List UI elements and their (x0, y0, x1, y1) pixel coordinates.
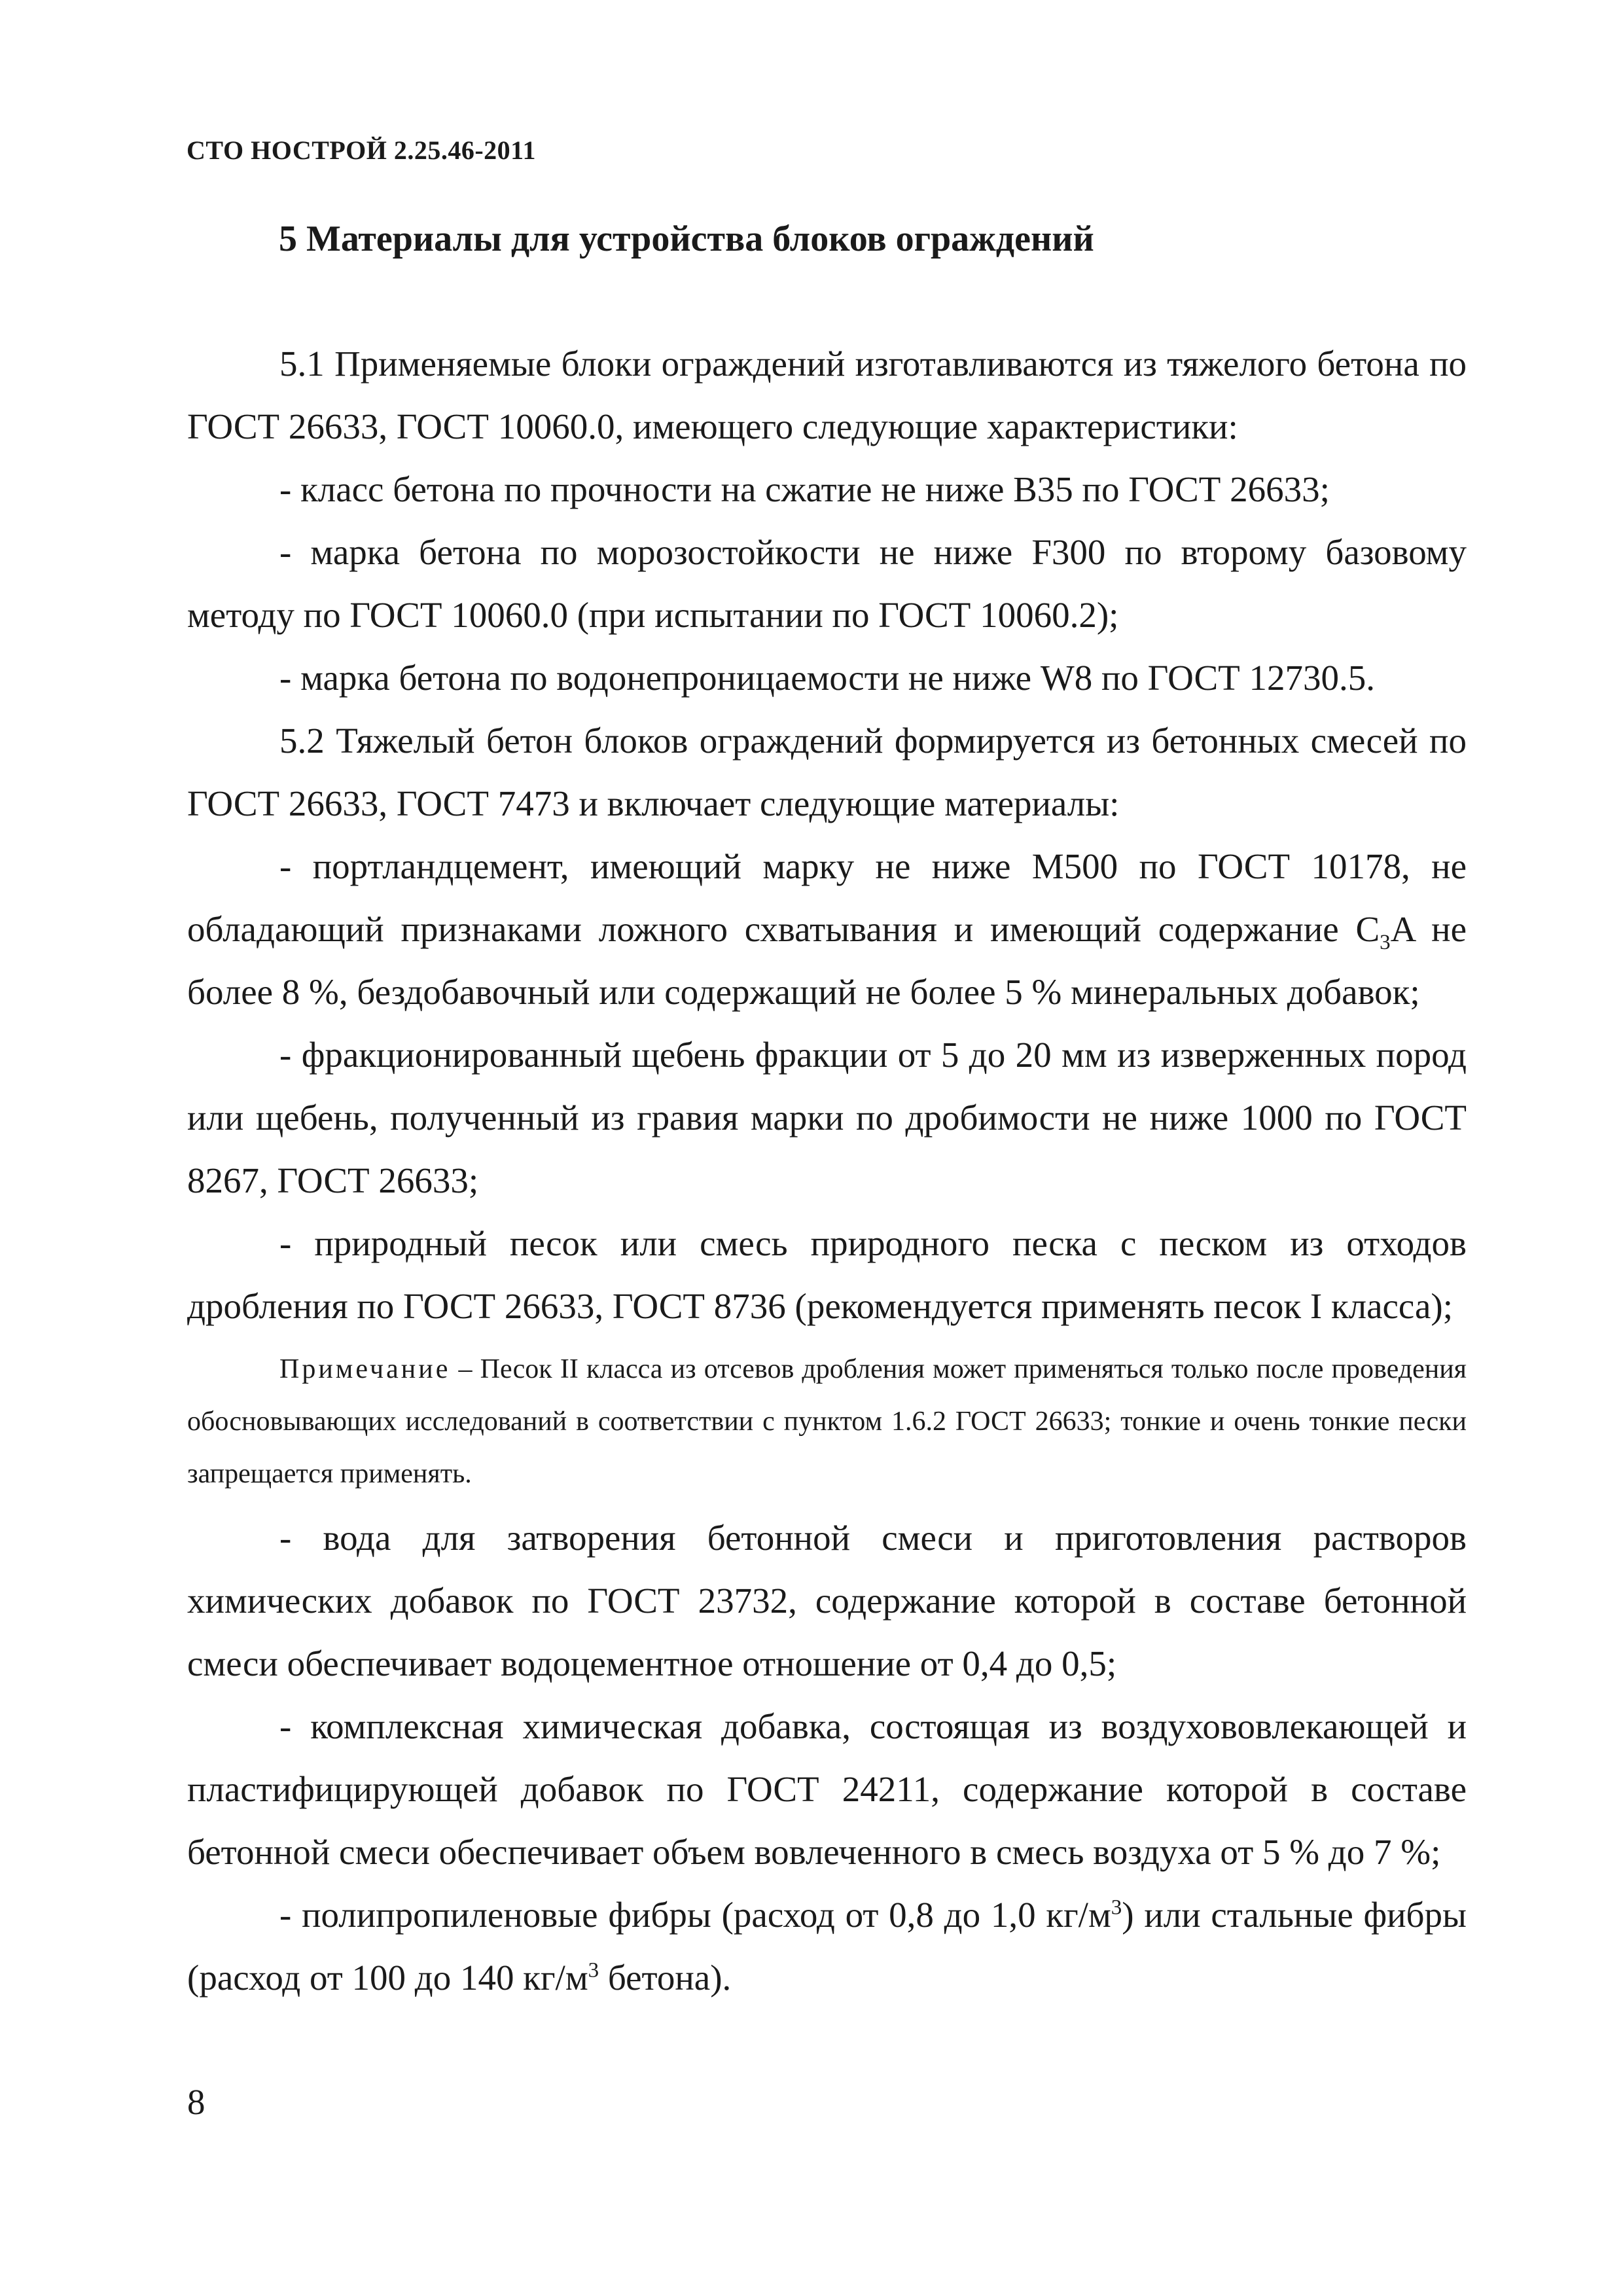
cement-text-part-1: - портландцемент, имеющий марку не ниже М500 по ГОСТ 10178, не обладающий признаками ложного схватывания и имеющий содержание C (187, 846, 1467, 949)
list-item-crushed-stone: - фракционированный щебень фракции от 5 до 20 мм из изверженных пород или щебень, полученный из гравия марки по дробимости не ниже 1000 по ГОСТ 8267, ГОСТ 26633; (187, 1035, 1467, 1200)
list-item-water-resistance: - марка бетона по водонепроницаемости не ниже W8 по ГОСТ 12730.5. (279, 658, 1376, 698)
fibers-text-part-1: - полипропиленовые фибры (расход от 0,8 до 1,0 кг/м (279, 1895, 1111, 1935)
section-body (187, 332, 1467, 2009)
list-item-fibers (187, 1884, 1467, 2009)
paragraph-5-1: 5.1 Применяемые блоки ограждений изготавливаются из тяжелого бетона по ГОСТ 26633, ГОСТ 10060.0, имеющего следующие характеристики: (187, 344, 1467, 446)
list-item-sand: - природный песок или смесь природного песка с песком из отходов дробления по ГОСТ 26633, ГОСТ 8736 (рекомендуется применять песок I класса); (187, 1223, 1467, 1326)
c3a-subscript: 3 (1380, 931, 1391, 954)
cement-text-part-2: A не более 8 %, бездобавочный или содержащий не более 5 % минеральных добавок; (187, 909, 1467, 1012)
list-item-portland-cement (187, 835, 1467, 1024)
note-paragraph (187, 1338, 1467, 1507)
list-item-strength-class: - класс бетона по прочности на сжатие не ниже В35 по ГОСТ 26633; (279, 469, 1330, 509)
list-item-water: - вода для затворения бетонной смеси и приготовления растворов химических добавок по ГОСТ 23732, содержание которой в составе бетонной смеси обеспечивает водоцементное отношение от 0,4 до 0,5; (187, 1518, 1467, 1683)
cubic-superscript-1: 3 (1111, 1895, 1122, 1920)
standard-code-header: СТО НОСТРОЙ 2.25.46-2011 (187, 135, 536, 165)
cubic-superscript-2: 3 (588, 1958, 599, 1982)
list-item-chemical-additive: - комплексная химическая добавка, состоящая из воздухововлекающей и пластифицирующей добавок по ГОСТ 24211, содержание которой в составе бетонной смеси обеспечивает объем вовлеченного в смесь воздуха от 5 % до 7 %; (187, 1706, 1467, 1872)
note-label: Примечание (279, 1354, 451, 1384)
page-number: 8 (187, 2082, 205, 2122)
fibers-text-part-3: бетона). (599, 1958, 732, 1998)
fibers-text-part-2: ) или стальные фибры (расход от 100 до 140 кг/м (187, 1895, 1467, 1998)
section-title: 5 Материалы для устройства блоков ограждений (279, 219, 1094, 259)
note-text: – Песок II класса из отсевов дробления может применяться только после проведения обосновывающих исследований в соответствии с пунктом 1.6.2 ГОСТ 26633; тонкие и очень тонкие пески запрещается применять. (187, 1354, 1467, 1489)
paragraph-5-2: 5.2 Тяжелый бетон блоков ограждений формируется из бетонных смесей по ГОСТ 26633, ГОСТ 7473 и включает следующие материалы: (187, 721, 1467, 823)
list-item-frost-resistance: - марка бетона по морозостойкости не ниже F300 по второму базовому методу по ГОСТ 10060.0 (при испытании по ГОСТ 10060.2); (187, 532, 1467, 635)
